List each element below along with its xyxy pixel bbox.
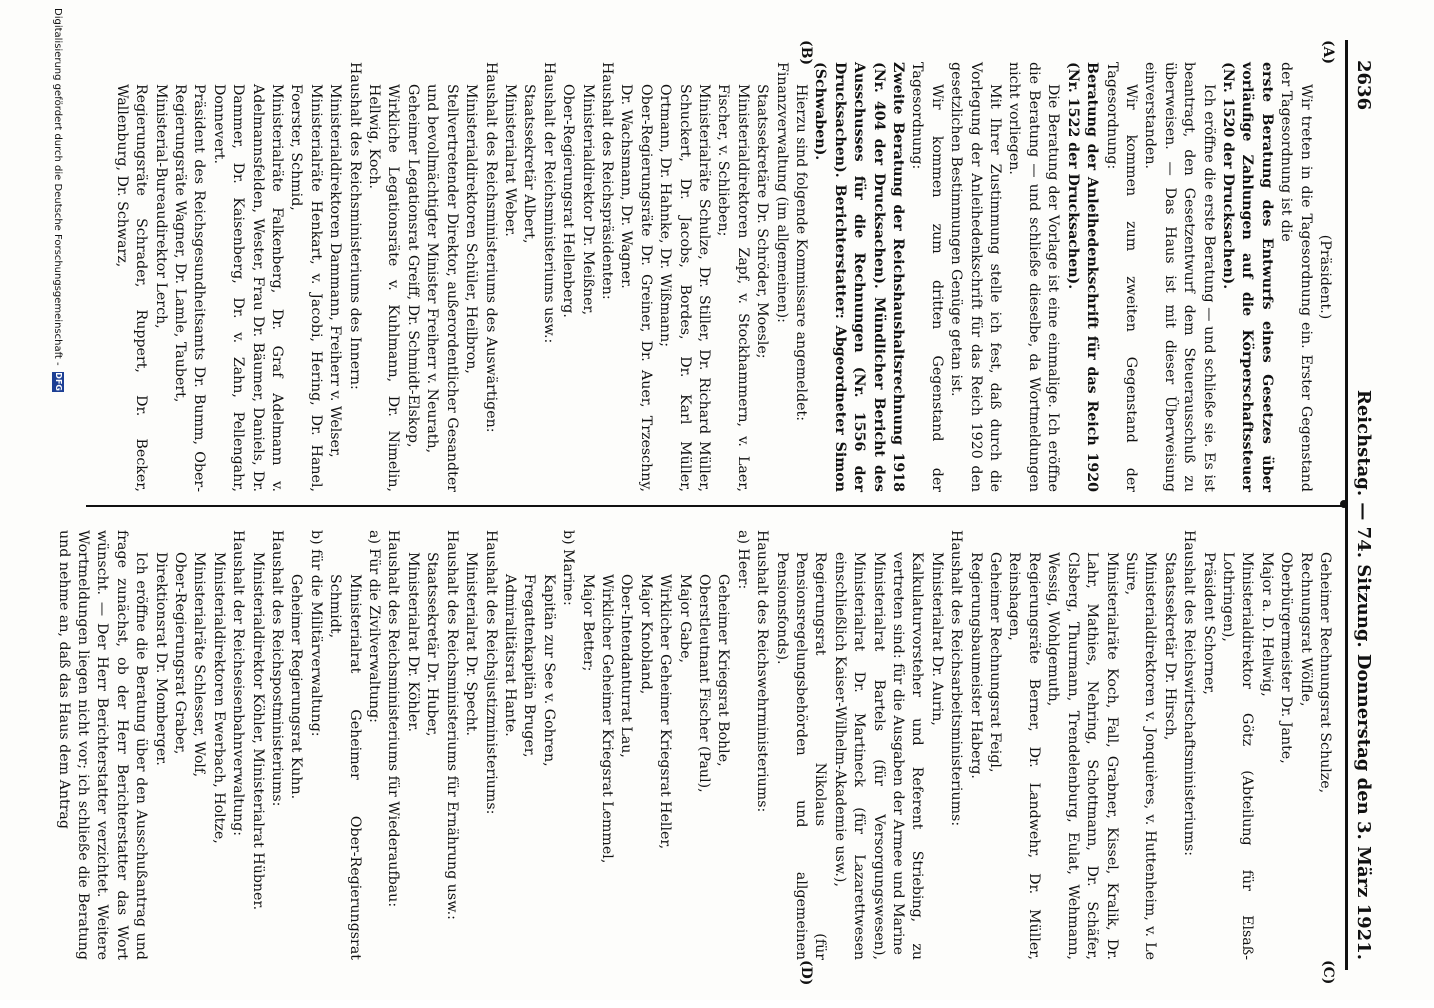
left-column [111,62,1334,492]
paragraph: Ministerialrat Geheimer Ober-Regierungsrat Schmidt, [327,574,363,960]
paragraph: b) für die Militärverwaltung: [307,530,324,737]
paragraph: Ober-Regierungsräte Dr. Greiner, Dr. Auer, Trzeschny, Dr. Wachsmann, Dr. Wagner. [618,84,654,492]
paragraph: Haushalt des Reichswehrministeriums: [754,530,771,813]
paragraph: Direktionsrat Dr. Momberger. [152,552,169,766]
paragraph: Ministerialdirektoren Schüler, Heilbron, [463,84,480,374]
margin-marker-d: (D) [798,960,814,986]
paragraph: Die Beratung der Vorlage ist eine einmalige. Ich eröffne die Beratung — und schließe dieselbe, da Wortmeldungen nicht vorliegen. [1006,62,1062,492]
paragraph: Wir treten in die Tagesordnung ein. Erster Gegenstand der Tagesordnung ist die [1278,62,1314,492]
paragraph: Oberstleutnant Fischer (Paul), [696,574,712,793]
paragraph: a) Heer: [734,530,751,590]
running-title: Reichstag. — 74. Sitzung. Donnerstag den 3. März 1921. [1353,389,1375,960]
margin-marker-c: (C) [1320,960,1336,985]
paragraph: Haushalt des Reichsministeriums für Ernährung usw.: [443,530,460,920]
paragraph: Ministerialrat Dr. Köhler. [404,552,421,733]
paragraph: Haushalt des Reichspräsidenten: [598,62,615,300]
paragraph: Ministerialdirektor Dr. Meißner, [579,84,596,316]
paragraph: Major a. D. Hellwig, [1258,552,1275,697]
paragraph: Major Gabe, [676,574,693,663]
paragraph: Beratung der Anleihedenkschrift für das Reich 1920 (Nr. 1522 der Drucksachen). [1064,62,1101,492]
page-header [1350,60,1378,960]
paragraph: Geheimer Regierungsrat Kuhn. [288,574,305,800]
paragraph: Ministerialdirektoren Dammann, Freiherr v. Welser, [327,84,344,458]
paragraph: Haushalt des Reichsministeriums des Auswärtigen: [482,62,499,433]
paragraph: Ministerialdirektoren Zapf, v. Stockhammern, v. Laer, Fischer, v. Schlieben; [715,84,751,492]
paragraph: Haushalt des Reichsarbeitsministeriums: [948,530,965,827]
right-column [53,530,1334,960]
paragraph: Geheimer Legationsrat Greiff, Dr. Schmidt-Elskop, [404,84,421,448]
paragraph: Kapitän zur See v. Gohren, [540,574,557,767]
paragraph: Haushalt des Reichsjustizministeriums: [482,530,499,815]
paragraph: Rechnungsrat Wölfle, [1297,552,1314,707]
paragraph: Haushalt des Reichsministeriums für Wiederaufbau: [385,530,402,908]
paragraph: Ich eröffne die erste Beratung — und schließe sie. Es ist beantragt, den Gesetzentwurf dem Steuerausschuß zu überweisen. — Das Haus ist mit dieser Überweisung einverstanden. [1142,62,1217,492]
paragraph: Ministerialräte Falkenberg, Dr. Graf Adelmann v. Adelmannsfelden, Wester, Frau Dr. Bäumer, Daniels, Dr. Dammer, Dr. Kaisenberg, Dr. v. Zahn, Pellengahr, Donnevert. [210,84,286,492]
paragraph: Haushalt des Reichswirtschaftsministeriums: [1181,530,1198,857]
paragraph: Wir kommen zum zweiten Gegenstand der Tagesordnung: [1103,62,1139,492]
paragraph: Wirkliche Legationsräte v. Kuhlmann, Dr. Nimelin, Hellwig, Koch. [366,84,402,492]
dfg-logo: DFG [54,372,63,391]
paragraph: b) Marine: [560,530,577,606]
paragraph: Finanzverwaltung (im allgemeinen): [773,62,790,323]
paragraph: Ministerialdirektoren v. Jonquières, v. Huttenheim, v. Le Suire, [1122,552,1159,960]
paragraph: Ministerialdirektoren Ewerbach, Holtze, [210,552,227,844]
paragraph: Präsident Schorner, [1200,552,1217,695]
paragraph: Geheimer Rechnungsrat Feigl, [987,552,1004,773]
paragraph: Präsident des Reichsgesundheitsamts Dr. Bumm, Ober-Regierungsräte Wagner, Dr. Lamle, Taubert, [172,84,208,492]
paragraph: Haushalt der Reichseisenbahnverwaltung: [230,530,247,837]
paragraph: Staatssekretär Albert, [521,84,538,244]
paragraph: Staatssekretär Dr. Hirsch, [1161,552,1178,741]
paragraph: Ober-Intendanturrat Lau, [618,574,635,758]
paragraph: Ober-Regierungsrat Hellenberg. [560,84,577,318]
paragraph: Kalkulaturvorsteher und Referent Striebing, zu vertreten sind: für die Ausgaben der Armee und Marine [890,552,926,960]
paragraph: Ministerial-Bureaudirektor Lerch, [152,84,169,329]
paragraph: Ministerialdirektor Köhler, Ministerialrat Hübner. [249,552,266,911]
paragraph: Ministerialdirektor Götz (Abteilung für Elsaß-Lothringen), [1219,552,1256,960]
paragraph: Ministerialrat Weber. [501,84,518,237]
paragraph: Haushalt des Reichsministeriums des Innern: [346,62,363,390]
paragraph: Admiralitätsrat Hante. [501,574,518,737]
paragraph: Ministerialräte Schlesser, Wolf, [191,552,208,778]
paragraph: erste Beratung des Entwurfs eines Gesetzes über vorläufige Zahlungen auf die Körperschaftssteuer (Nr. 1520 der Drucksachen). [1219,62,1275,492]
paragraph: Oberbürgermeister Dr. Jante, [1278,552,1295,764]
paragraph: Ministerialrat Bartels (für Versorgungswesen), Ministerialrat Dr. Martineck (für Lazarettwesen einschließlich Kaiser-Wilhelm-Akademie usw.), [831,552,887,960]
paragraph: Geheimer Rechnungsrat Schulze, [1317,552,1333,794]
credit-text: Digitalisierung gefördert durch die Deutsche Forschungsgemeinschaft - [52,8,64,366]
paragraph: Stellvertretender Direktor, außerordentlicher Gesandter und bevollmächtigter Minister Freiherr v. Neurath, [424,84,460,492]
paragraph: Wirklicher Geheimer Kriegsrat Heller, [657,574,674,850]
paragraph: Regierungsräte Schrader, Ruppert, Dr. Becker, Wallenburg, Dr. Schwarz, [113,84,150,492]
paragraph: Geheimer Kriegsrat Bohle, [715,574,732,767]
paragraph: Zweite Beratung der Reichshaushaltsrechnung 1918 (Nr. 404 der Drucksachen). Mündlicher Bericht des Ausschusses für die Rechnungen (Nr. 1556 der Drucksachen). Berichterstatter: Abgeordneter Simon (Schwaben). [812,62,907,492]
paragraph: Regierungsrat Nikolaus (für Pensionsregelungsbehörden und allgemeinen Pensionsfonds). [773,552,829,960]
paragraph: Wir kommen zum dritten Gegenstand der Tagesordnung: [909,62,945,492]
paragraph: Staatssekretäre Dr. Schröder, Moesle; [754,84,771,359]
paragraph: Regierungsräte Berner, Dr. Landwehr, Dr. Müller, Reinshagen, [1006,552,1042,960]
paragraph: Ministerialrat Dr. Aurin, [928,552,945,726]
paragraph: Ministerialräte Schulze, Dr. Stiller, Dr. Richard Müller, Schuckert, Dr. Jacobs, Bordes, Dr. Karl Müller, Ortmann, Dr. Hahnke, Dr. Wißmann; [657,84,712,492]
paragraph: Wirklicher Geheimer Kriegsrat Lemmel, [598,574,615,864]
paragraph: (Präsident.) [1317,234,1333,320]
paragraph: Fregattenkapitän Bruger, [521,574,538,758]
paragraph: Hierzu sind folgende Kommissare angemeldet: [793,84,810,422]
column-rule [86,505,1346,507]
paragraph: Haushalt der Reichsministeriums usw.: [540,62,557,344]
paragraph: Ministerialräte Henkart, v. Jacobi, Hering, Dr. Hanel, Foerster, Schmid, [288,84,324,492]
paragraph: Ministerialräte Koch, Fall, Grabner, Kissel, Kralik, Dr. Lahr, Mathies, Nehring, Schottmann, Dr. Schäfer, Clsberg, Thurmann, Trendelenburg, Eulat, Wehmann, Wessig, Wohlgemuth, [1045,552,1120,960]
digitization-credit [52,0,64,1008]
paragraph: Ober-Regierungsrat Graber, [172,552,189,755]
paragraph: Major Better; [579,574,596,672]
paragraph: Mit Ihrer Zustimmung stelle ich fest, daß durch die Vorlegung der Anleihedenkschrift für das Reich 1920 den gesetzlichen Bestimmungen Genüge getan ist. [948,62,1004,492]
margin-marker-b: (B) [798,40,814,66]
paragraph: Haushalt des Reichspostministeriums: [269,530,286,807]
paragraph: Ich eröffne die Beratung über den Ausschußantrag und frage zunächst, ob der Herr Berichterstatter das Wort wünscht. — Der Herr Berichterstatter verzichtet. Weitere Wortmeldungen liegen nicht vor; ich schließe die Beratung und nehme an, daß das Haus dem Antrag [55,530,150,960]
page-number: 2636 [1353,60,1375,111]
paragraph: Major Knobland, [637,574,654,695]
margin-marker-a: (A) [1320,40,1336,65]
paragraph: a) Für die Zivilverwaltung: [366,530,383,723]
paragraph: Ministerialrat Dr. Specht. [463,552,480,736]
paragraph: Staatssekretär Dr. Huber, [424,552,441,737]
paragraph: Regierungsbaumeister Haberg. [967,552,984,779]
